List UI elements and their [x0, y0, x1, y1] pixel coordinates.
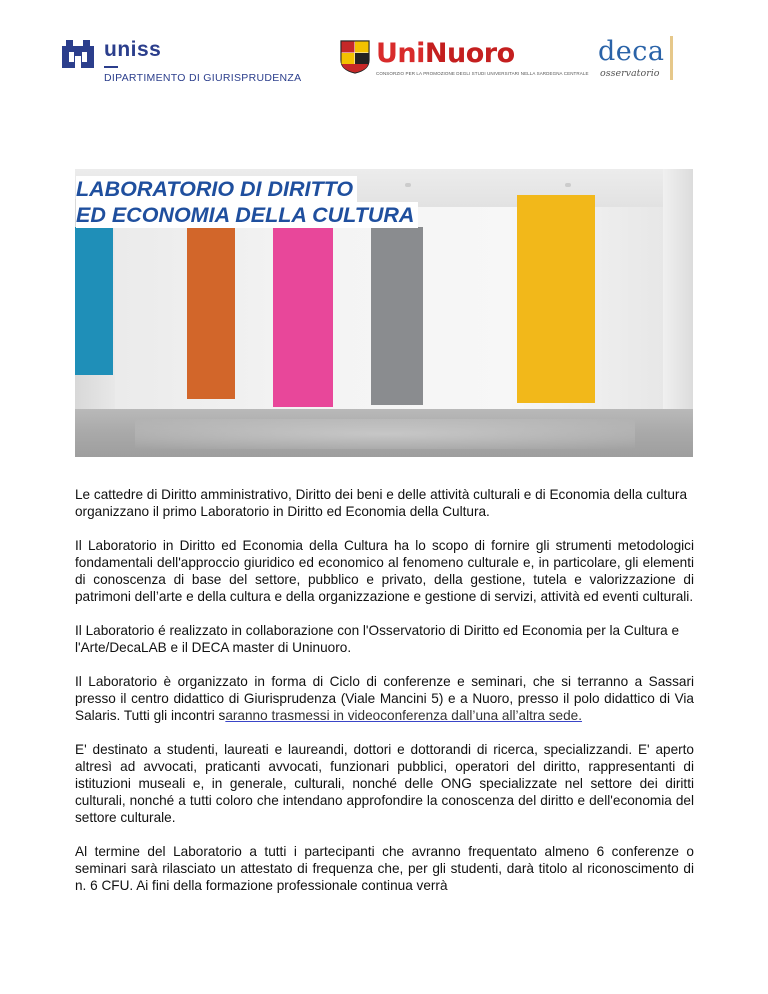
uniss-wordmark: uniss: [104, 38, 162, 61]
uninuoro-logo: [340, 38, 589, 80]
paragraph-organization: [75, 673, 694, 724]
deca-wordmark: deca: [598, 36, 665, 67]
paragraph-purpose: Il Laboratorio in Diritto ed Economia della Cultura ha lo scopo di fornire gli strumenti metodologici fondamentali dell'approccio giuridico ed economico al fenomeno culturale e, in particolare, gli elementi di conoscenza di base del settore, pubblico e privato, della gestione, tutela e valorizzazione di patrimoni dell’arte e della cultura e della organizzazione e gestione di servizi, attività ed eventi culturali.: [75, 538, 694, 604]
uniss-emblem-icon: [62, 40, 94, 68]
department-name: DIPARTIMENTO DI GIURISPRUDENZA: [104, 72, 302, 84]
uniss-logo: [62, 38, 302, 88]
deca-logo: [594, 36, 684, 82]
deca-subtitle: osservatorio: [600, 68, 660, 79]
paragraph-audience: E' destinato a studenti, laureati e laureandi, dottori e dottorandi di ricerca, specializzandi. E' aperto altresì ad avvocati, praticanti avvocati, funzionari pubblici, operatori del diritto, rappresentanti di istituzioni museali e, in generale, culturali, nonché delle ONG specializzate nel settore dei diritti culturali, nonché a tutti coloro che intendano approfondire la conoscenza del diritto e dell'economia del settore culturale.: [75, 742, 694, 825]
paragraph-certificate: Al termine del Laboratorio a tutti i partecipanti che avranno frequentato almeno 6 conferenze o seminari sarà rilasciato un attestato di frequenza che, per gli studenti, darà titolo al riconoscimento di n. 6 CFU. Ai fini della formazione professionale continua verrà: [75, 844, 694, 893]
uninuoro-crest-icon: [340, 40, 370, 74]
body-text: [75, 486, 694, 911]
ceiling-light: [565, 183, 571, 187]
organization-text: Il Laboratorio è organizzato in forma di Ciclo di conferenze e seminari, che si terranno a Sassari presso il centro didattico di Giurisprudenza (Viale Mancini 5) e a Nuoro, presso il polo didattico di Via Salaris. Tutti gli incontri s: [75, 674, 694, 723]
uninuoro-tagline: CONSORZIO PER LA PROMOZIONE DEGLI STUDI UNIVERSITARI NELLA SARDEGNA CENTRALE: [376, 71, 589, 76]
gallery-side-wall-right: [663, 169, 693, 439]
deca-accent-bar: [670, 36, 673, 80]
floor-reflection: [135, 419, 635, 449]
uniss-divider: [104, 66, 118, 68]
page-title: [76, 176, 418, 228]
uninuoro-word-nuoro: Nuoro: [424, 38, 515, 69]
color-panel-yellow: [517, 195, 595, 403]
videoconference-link[interactable]: aranno trasmessi in videoconferenza dall’una all’altra sede.: [225, 708, 583, 723]
title-line-2: ED ECONOMIA DELLA CULTURA: [76, 202, 418, 228]
color-panel-gray: [371, 227, 423, 405]
color-panel-blue: [75, 227, 113, 375]
paragraph-collaboration: Il Laboratorio é realizzato in collaborazione con l'Osservatorio di Diritto ed Economia per la Cultura e l'Arte/DecaLAB e il DECA master di Uninuoro.: [75, 623, 680, 655]
uninuoro-wordmark: [376, 38, 515, 69]
uninuoro-word-uni: Uni: [376, 38, 425, 69]
title-line-1: LABORATORIO DI DIRITTO: [76, 176, 357, 202]
paragraph-intro: Le cattedre di Diritto amministrativo, Diritto dei beni e delle attività culturali e di Economia della cultura organizzano il primo Laboratorio in Diritto ed Economia della Cultura.: [75, 487, 688, 519]
color-panel-orange: [187, 227, 235, 399]
color-panel-pink: [273, 227, 333, 407]
